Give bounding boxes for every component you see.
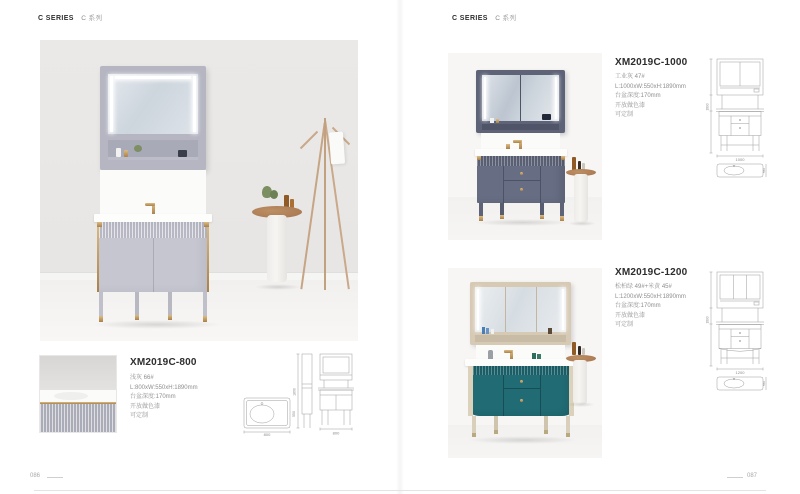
spec-size: L:1200xW:550xH:1890mm (615, 293, 686, 300)
drawer-stack (503, 166, 541, 203)
drawer-knob (520, 172, 523, 175)
countertop (94, 214, 212, 222)
mirror-divider (536, 287, 537, 332)
spec-color: 浅灰 66# (130, 375, 154, 381)
countertop (475, 149, 567, 156)
table-shadow (255, 284, 301, 290)
led-strip-left (477, 289, 479, 330)
gold-corner-right (204, 222, 209, 227)
leg (472, 416, 476, 437)
thumb-cabinet (40, 402, 116, 432)
thumb-wall (40, 356, 116, 390)
thumb-basin (54, 392, 88, 400)
vanity-shadow (92, 320, 222, 329)
right-series-header (452, 13, 516, 22)
faucet-spout (513, 140, 521, 143)
faucet-spout (504, 350, 512, 353)
page-rule-left (47, 477, 63, 478)
leg (494, 416, 498, 434)
shelf-bottle-blue (482, 327, 485, 334)
gold-corner-left (97, 222, 102, 227)
dim-depth: 550 (761, 380, 766, 387)
mirror-cabinet (100, 66, 206, 170)
product-specs (615, 283, 686, 331)
led-strip-right (562, 289, 564, 330)
faucet-spout (145, 203, 155, 206)
vanity-cabinet (477, 156, 565, 203)
mirror-divider (520, 75, 521, 121)
led-strip-right (193, 76, 196, 132)
sheet-bottom-edge (34, 490, 766, 491)
counter-ornament (488, 350, 493, 359)
leg (544, 416, 548, 434)
tech-drawing-1200 (704, 268, 770, 392)
leg (168, 292, 172, 320)
spec-size: L:1000xW:550xH:1890mm (615, 83, 686, 90)
control-panel (542, 114, 551, 120)
vanity-cabinet (468, 366, 574, 416)
shelf-plant (134, 145, 142, 152)
tech-drawing-1000 (704, 55, 770, 179)
shelf-bottle-dark (548, 328, 552, 334)
dim-height: 1890 (705, 316, 710, 324)
led-strip-right (555, 77, 557, 119)
side-table-base (573, 360, 587, 404)
leg (566, 416, 570, 437)
series-subtitle: C 系列 (495, 15, 517, 22)
gold-trim-right (207, 222, 209, 292)
shelf-box (178, 150, 187, 157)
shelf-cup-white (490, 118, 494, 123)
dim-top-depth: 550 (292, 411, 296, 417)
table-shadow (568, 221, 596, 226)
leg (540, 203, 544, 219)
photo-xm2019c-1200 (448, 268, 602, 458)
mirror-divider (505, 287, 506, 332)
leg (500, 203, 504, 219)
drawer-knob (520, 399, 523, 402)
coat-rack-leg (324, 118, 326, 290)
bottle-amber (572, 342, 576, 355)
mirror (108, 74, 198, 134)
leg (135, 292, 139, 320)
detail-thumbnail (40, 356, 116, 432)
spec-finish: 开放做色漆 (615, 312, 646, 319)
dim-height: 1890 (705, 103, 710, 111)
hero-photo-xm2019c-800 (40, 40, 358, 341)
product-specs (130, 374, 198, 422)
side-table-base (267, 215, 287, 282)
shelf-board (108, 157, 198, 160)
leg (203, 292, 207, 322)
table-shadow (567, 402, 595, 407)
spec-color: 松柏绿 49#+米黄 45# (615, 284, 672, 290)
side-table-base (574, 174, 588, 222)
gold-corner-left (477, 156, 481, 160)
gold-corner-right (561, 156, 565, 160)
dim-depth: 550 (761, 167, 766, 174)
dim-top-width: 800 (263, 432, 271, 436)
dim-front-width: 800 (332, 430, 340, 436)
spec-basin-depth: 台盆深度:170mm (615, 93, 661, 99)
mirror-shelf (482, 124, 559, 130)
series-title: C SERIES (452, 15, 488, 22)
dim-width: 1200 (735, 370, 745, 375)
mirror-cabinet (470, 282, 571, 345)
coat-rack-branch (300, 131, 318, 149)
mirror-cabinet (476, 70, 565, 133)
drawer-knob (520, 188, 523, 191)
countertop (465, 359, 576, 366)
series-subtitle: C 系列 (81, 15, 103, 22)
dim-height: 1890 (292, 388, 297, 396)
spec-basin-depth: 台盆深度:170mm (615, 303, 661, 309)
spec-custom: 可定制 (615, 112, 634, 118)
vanity-shadow (474, 219, 570, 226)
thumb-gold-line (40, 402, 116, 404)
bottle-dark (578, 346, 581, 355)
page-seam (396, 0, 404, 494)
shelf-cup-gold (496, 119, 499, 123)
bottle-white (582, 348, 585, 355)
gold-trim-left (97, 222, 99, 292)
photo-xm2019c-1000 (448, 53, 602, 240)
page-number-left: 086 (30, 473, 41, 479)
leg (99, 292, 103, 322)
mirror-shelf (108, 140, 198, 160)
led-strip-top (115, 76, 191, 79)
product-specs (615, 73, 686, 121)
spec-finish: 开放做色漆 (130, 403, 161, 410)
vanity-cabinet (97, 222, 209, 292)
drawer-stack (503, 375, 541, 416)
shelf-cup-white (116, 148, 121, 157)
tech-drawings-800 (240, 348, 360, 436)
product-model: XM2019C-1200 (615, 267, 688, 278)
product-model: XM2019C-800 (130, 357, 197, 368)
spec-custom: 可定制 (615, 322, 634, 328)
shelf-cup-gold (124, 150, 128, 157)
spec-custom: 可定制 (130, 413, 149, 419)
vanity-shadow (468, 436, 578, 444)
series-title: C SERIES (38, 15, 74, 22)
fluted-band (477, 156, 565, 166)
spec-size: L:800xW:550xH:1890mm (130, 384, 198, 391)
door-divider (153, 238, 154, 292)
page-rule-right (727, 477, 743, 478)
led-strip-left (484, 77, 486, 119)
drawer-knob (520, 380, 523, 383)
hanging-towel (329, 132, 345, 165)
led-strip-left (110, 76, 113, 132)
shelf-bottle-blue (486, 328, 489, 334)
fluted-band (99, 222, 207, 238)
spec-basin-depth: 台盆深度:170mm (130, 394, 176, 400)
fluted-band (473, 366, 569, 375)
shelf-bottle-white (491, 329, 494, 334)
spec-finish: 开放做色漆 (615, 102, 646, 109)
plant-leaf (270, 190, 278, 199)
mirror-shelf (475, 335, 566, 342)
drawer-divider (504, 180, 540, 181)
product-model: XM2019C-1000 (615, 57, 688, 68)
mirror (475, 287, 566, 332)
dim-width: 1000 (735, 157, 745, 162)
page-number-right: 087 (747, 473, 758, 479)
drawer-divider (504, 388, 540, 389)
left-series-header (38, 13, 102, 22)
spec-color: 工业灰 47# (615, 74, 645, 80)
coat-rack-leg (300, 123, 325, 290)
